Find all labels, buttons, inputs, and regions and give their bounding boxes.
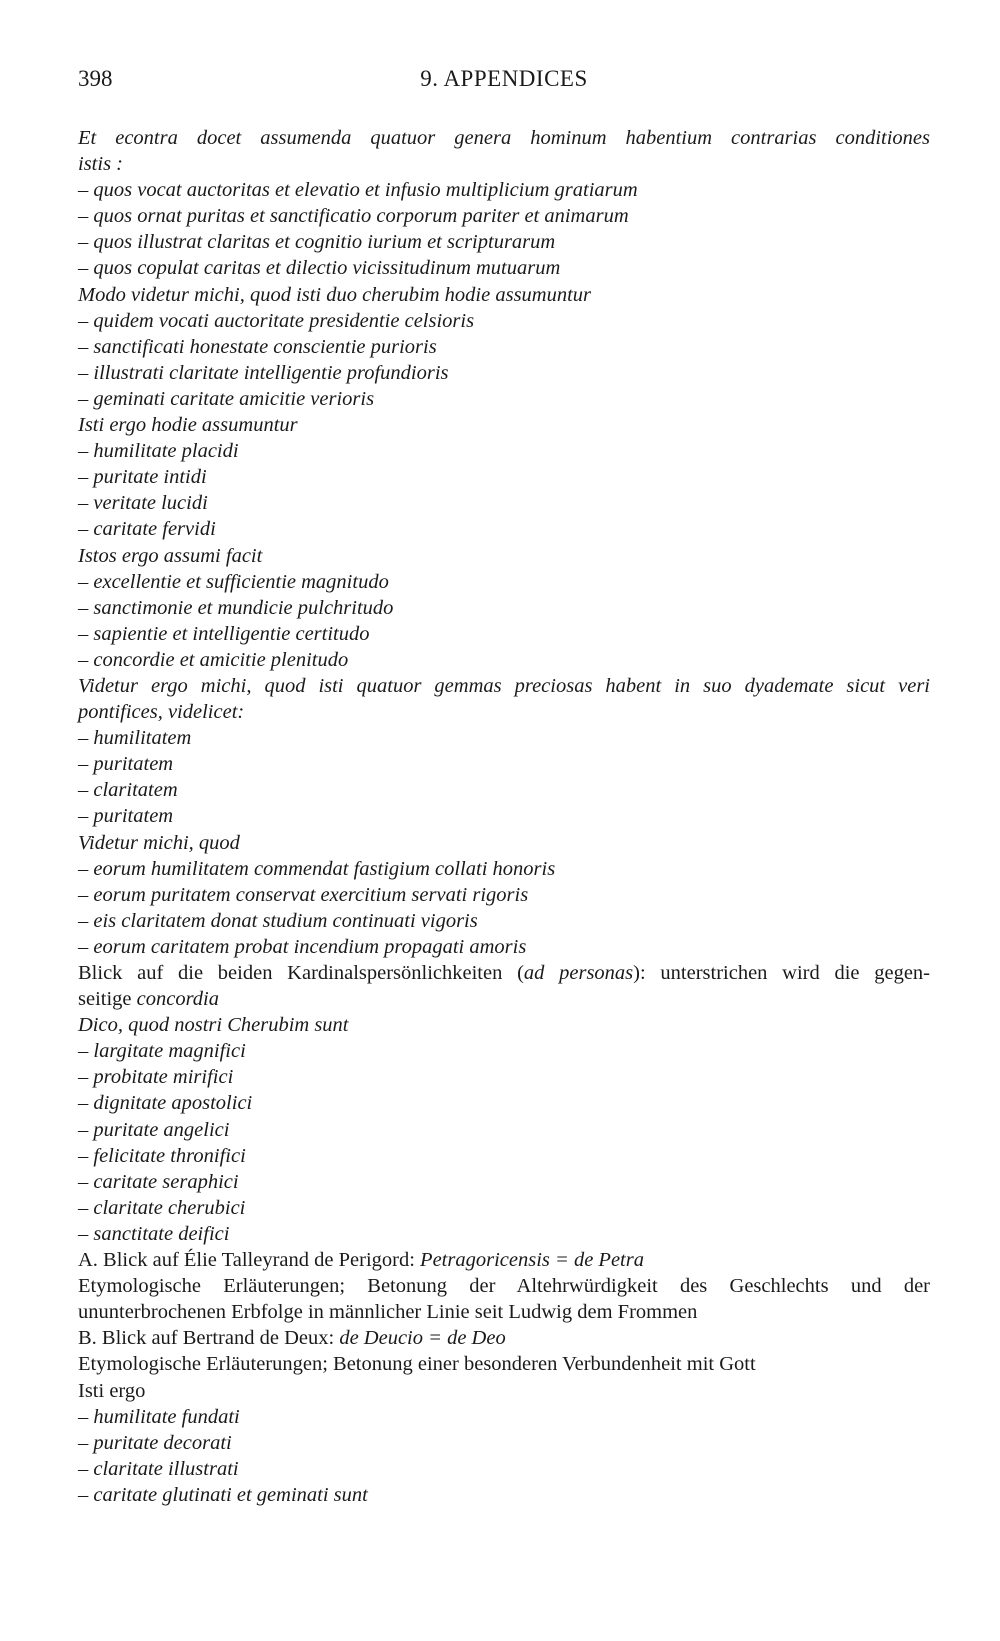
text-line: – sapientie et intelligentie certitudo (78, 622, 370, 645)
commentary-line (78, 1325, 930, 1351)
text-line: Istos ergo assumi facit (78, 544, 263, 567)
commentary-line (78, 1247, 930, 1273)
commentary-line (78, 986, 930, 1012)
text-line: – eorum puritatem conservat exercitium servati rigoris (78, 883, 529, 906)
page-body (78, 125, 930, 1508)
text-line: – veritate lucidi (78, 492, 208, 515)
commentary-line: Etymologische Erläuterungen; Betonung der Altehrwürdigkeit des Geschlechts und der (78, 1275, 930, 1298)
commentary-line: Isti ergo (78, 1379, 146, 1402)
latin-phrase: concordia (136, 988, 220, 1011)
text-line: – felicitate thronifici (78, 1144, 246, 1167)
text-line: – quos ornat puritas et sanctificatio corporum pariter et animarum (78, 205, 629, 228)
text-line: Et econtra docet assumenda quatuor genera hominum habentium contrarias conditiones (78, 127, 930, 149)
text-line: – claritate illustrati (78, 1457, 239, 1480)
text-line: – puritate angelici (78, 1118, 230, 1141)
commentary-text: A. Blick auf Élie Talleyrand de Perigord: (78, 1249, 421, 1272)
page-number: 398 (78, 66, 113, 91)
text-line: – puritatem (78, 805, 174, 828)
latin-phrase: Petragoricensis = de Petra (420, 1249, 644, 1272)
text-line: – eorum humilitatem commendat fastigium collati honoris (78, 857, 556, 880)
page-header (78, 64, 930, 94)
text-line: – sanctitate deifici (78, 1222, 230, 1245)
text-line: – caritate seraphici (78, 1170, 239, 1193)
latin-phrase: ad personas (523, 962, 634, 984)
text-line: – sanctimonie et mundicie pulchritudo (78, 596, 394, 619)
text-line: – puritate intidi (78, 466, 207, 489)
commentary-line (78, 960, 930, 986)
text-line: – concordie et amicitie plenitudo (78, 648, 349, 671)
text-line: – geminati caritate amicitie verioris (78, 387, 375, 410)
text-line: – humilitate fundati (78, 1405, 240, 1428)
text-line: – humilitate placidi (78, 440, 239, 463)
text-line: – caritate fervidi (78, 518, 216, 541)
latin-phrase: de Deucio = de Deo (339, 1327, 506, 1350)
text-line: – quos copulat caritas et dilectio vicissitudinum mutuarum (78, 257, 561, 280)
text-line: – largitate magnifici (78, 1040, 246, 1063)
text-line: – dignitate apostolici (78, 1092, 253, 1115)
text-line: – probitate mirifici (78, 1066, 234, 1089)
text-line: istis : (78, 153, 123, 176)
commentary-text: B. Blick auf Bertrand de Deux: (78, 1327, 340, 1350)
text-line: – claritatem (78, 779, 178, 802)
text-line: – puritatem (78, 753, 174, 776)
text-line: – quos vocat auctoritas et elevatio et infusio multiplicium gratiarum (78, 179, 638, 202)
text-line: Modo videtur michi, quod isti duo cherubim hodie assumuntur (78, 283, 592, 306)
text-line: – sanctificati honestate conscientie purioris (78, 335, 437, 358)
text-line: Isti ergo hodie assumuntur (78, 414, 298, 437)
text-line: – eorum caritatem probat incendium propagati amoris (78, 935, 527, 958)
text-line: – caritate glutinati et geminati sunt (78, 1483, 368, 1506)
text-line: Dico, quod nostri Cherubim sunt (78, 1014, 349, 1037)
text-line: – illustrati claritate intelligentie profundioris (78, 361, 449, 384)
commentary-line: Etymologische Erläuterungen; Betonung einer besonderen Verbundenheit mit Gott (78, 1353, 756, 1376)
text-line: Videtur ergo michi, quod isti quatuor gemmas preciosas habent in suo dyademate sicut veri (78, 674, 930, 697)
text-line: – puritate decorati (78, 1431, 232, 1454)
text-line: – claritate cherubici (78, 1196, 246, 1219)
text-line: – excellentie et sufficientie magnitudo (78, 570, 389, 593)
commentary-text: seitige (78, 988, 137, 1011)
text-line: – quos illustrat claritas et cognitio iurium et scripturarum (78, 231, 556, 254)
running-head: 9. APPENDICES (420, 66, 588, 91)
text-line: pontifices, videlicet: (78, 701, 245, 724)
commentary-line: ununterbrochenen Erbfolge in männlicher Linie seit Ludwig dem Frommen (78, 1301, 698, 1324)
text-line: – eis claritatem donat studium continuati vigoris (78, 909, 478, 932)
commentary-text: Blick auf die beiden Kardinalspersönlichkeiten ( (78, 962, 524, 984)
text-line: – quidem vocati auctoritate presidentie celsioris (78, 309, 475, 332)
text-line: Videtur michi, quod (78, 831, 240, 854)
commentary-text: ): unterstrichen wird die gegen- (633, 962, 930, 984)
text-line: – humilitatem (78, 727, 192, 750)
